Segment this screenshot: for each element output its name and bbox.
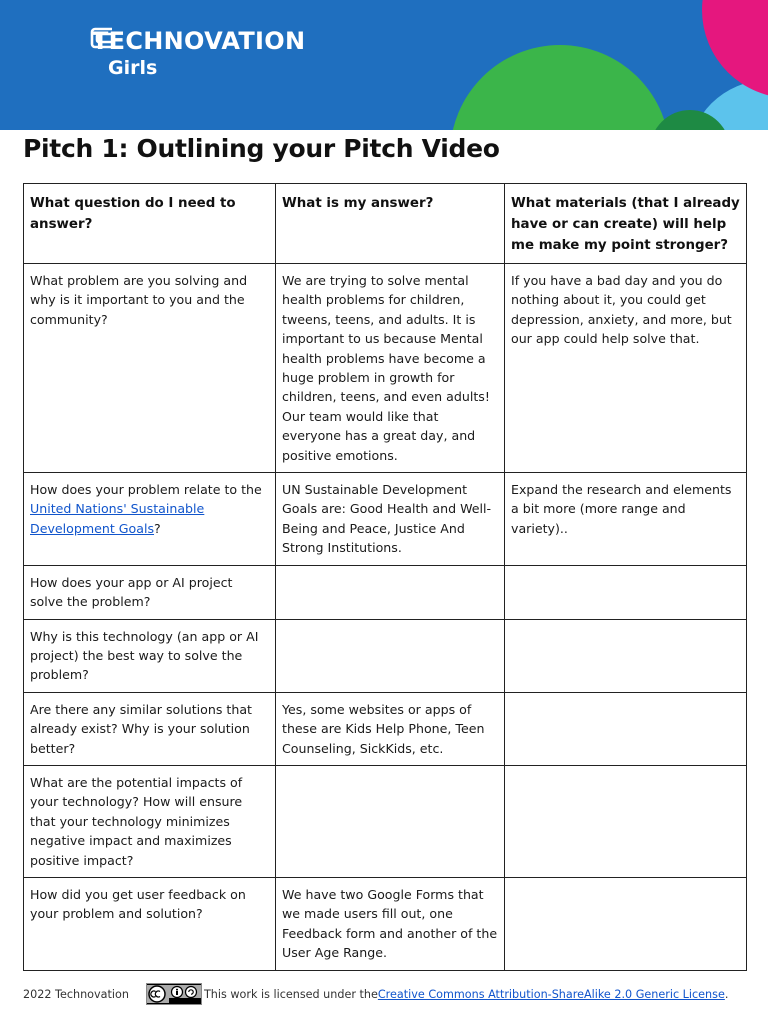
question-text: How does your problem relate to the [30,482,262,498]
column-header-materials: What materials (that I already have or can create) will help me make my point stronger? [505,184,747,264]
materials-cell[interactable] [505,565,747,619]
cc-by-sa-badge-icon[interactable] [146,983,202,1005]
answer-cell[interactable]: Yes, some websites or apps of these are Kids Help Phone, Teen Counseling, SickKids, etc. [276,692,505,765]
materials-cell[interactable] [505,877,747,970]
license-link[interactable]: Creative Commons Attribution-ShareAlike 2.0 Generic License [377,987,725,1001]
page-title: Pitch 1: Outlining your Pitch Video [23,134,500,163]
answer-cell[interactable] [276,619,505,692]
pink-circle-shape [702,0,768,98]
table-row [24,264,747,473]
creative-commons-icon [147,985,201,1003]
question-cell: Are there any similar solutions that already exist? Why is your solution better? [24,692,276,765]
question-cell: How did you get user feedback on your problem and solution? [24,877,276,970]
answer-cell[interactable]: We have two Google Forms that we made users fill out, one Feedback form and another of the User Age Range. [276,877,505,970]
answer-cell[interactable] [276,565,505,619]
materials-cell[interactable]: Expand the research and elements a bit more (more range and variety).. [505,473,747,566]
answer-cell[interactable]: UN Sustainable Development Goals are: Good Health and Well-Being and Peace, Justice And Strong Institutions. [276,473,505,566]
table-row [24,473,747,566]
page-footer [23,984,763,1004]
table-header-row [24,184,747,264]
column-header-question: What question do I need to answer? [24,184,276,264]
table-row [24,565,747,619]
answer-cell[interactable] [276,765,505,877]
brand-subtitle: Girls [108,57,158,79]
brand-name: TECHNOVATION [92,27,306,55]
un-sdg-link[interactable]: United Nations' Sustainable Development Goals [30,501,205,536]
license-end: . [724,987,729,1001]
question-cell: Why is this technology (an app or AI project) the best way to solve the problem? [24,619,276,692]
answer-cell[interactable]: We are trying to solve mental health problems for children, tweens, teens, and adults. It is important to us because Mental health problems have become a huge problem in growth for children, teens, and even adults! Our team would like that everyone has a great day, and positive emotions. [276,264,505,473]
table-row [24,692,747,765]
question-cell: What are the potential impacts of your technology? How will ensure that your technology minimizes negative impact and maximizes positive impact? [24,765,276,877]
question-cell: What problem are you solving and why is it important to you and the community? [24,264,276,473]
column-header-answer: What is my answer? [276,184,505,264]
pitch-outline-table [23,183,747,971]
materials-cell[interactable] [505,692,747,765]
license-text: This work is licensed under the [203,987,378,1001]
question-text-end: ? [154,520,161,536]
table-row [24,877,747,970]
table-row [24,619,747,692]
technovation-logo-icon [90,26,114,50]
technovation-logo[interactable] [90,26,305,80]
materials-cell[interactable] [505,619,747,692]
header-banner [0,0,768,130]
materials-cell[interactable]: If you have a bad day and you do nothing about it, you could get depression, anxiety, and more, but our app could help solve that. [505,264,747,473]
green-circle-shape [450,45,670,130]
footer-copyright: 2022 Technovation [23,987,129,1001]
table-row [24,765,747,877]
materials-cell[interactable] [505,765,747,877]
question-cell: How does your app or AI project solve the problem? [24,565,276,619]
question-cell [24,473,276,566]
